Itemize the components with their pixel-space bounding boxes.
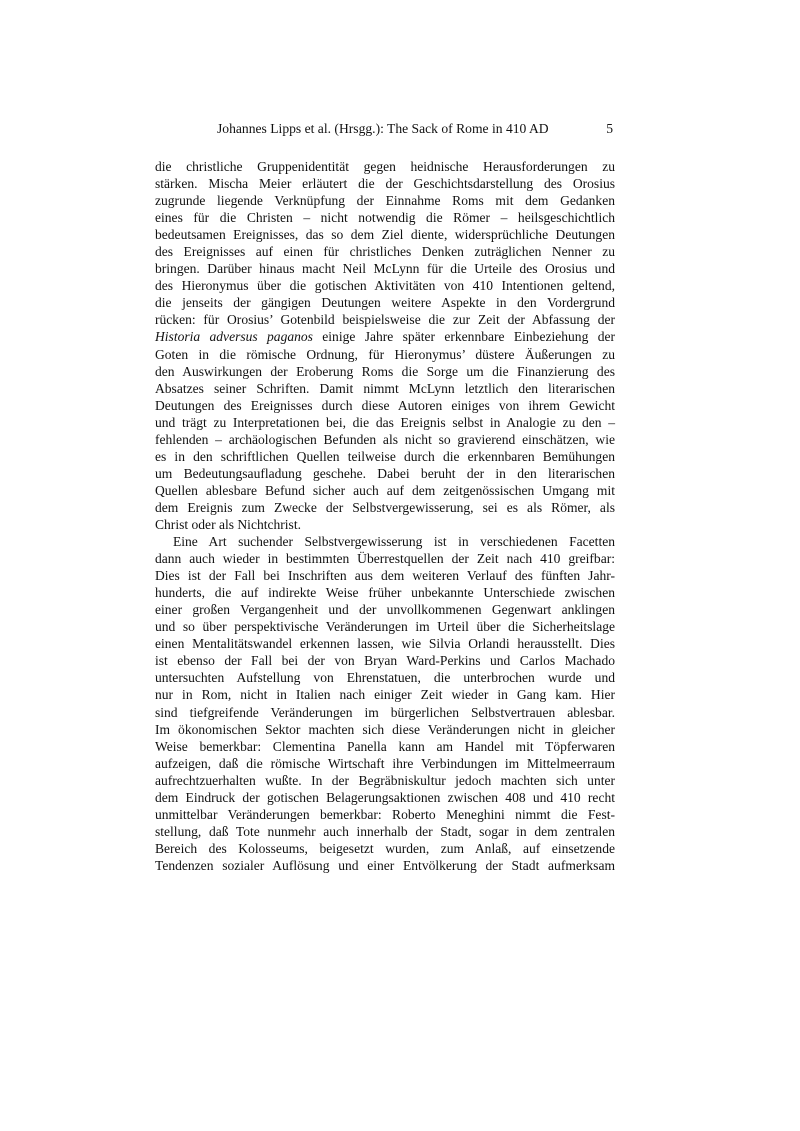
text-line: dem Ereignis zum Zwecke der Selbstvergewisserung, sei es als Römer, als [155, 499, 615, 515]
text-line: einer großen Vergangenheit und der unvollkommenen Gegenwart anklingen [155, 602, 615, 618]
text-line: stärken. Mischa Meier erläutert die der Geschichtsdarstellung des Orosius [155, 176, 615, 192]
paragraph-1 [155, 158, 615, 533]
text-line: dann auch wieder in bestimmten Überrestquellen der Zeit nach 410 greifbar: [155, 551, 615, 567]
text-line: Christ oder als Nichtchrist. [155, 516, 301, 532]
text-line: aufzeigen, daß die römische Wirtschaft ihre Verbindungen im Mittelmeerraum [155, 755, 615, 771]
text-line: und trägt zu Interpretationen bei, die das Ereignis selbst in Analogie zu den – [155, 414, 615, 430]
text-line: fehlenden – archäologischen Befunden als nicht so gravierend einschätzen, wie [155, 431, 615, 447]
text-line: Absatzes seiner Schriften. Damit nimmt McLynn letztlich den literarischen [155, 380, 615, 396]
text-line: Historia adversus paganos einige Jahre später erkennbare Einbeziehung der [155, 329, 615, 345]
text-line: die jenseits der gängigen Deutungen weitere Aspekte in den Vordergrund [155, 295, 615, 311]
text-line: aufrechtzuerhalten wußte. In der Begräbniskultur jedoch machten sich unter [155, 772, 615, 788]
text-line: sind tiefgreifende Veränderungen im bürgerlichen Selbstvertrauen ablesbar. [155, 704, 615, 720]
text-line: rücken: für Orosius’ Gotenbild beispielsweise die zur Zeit der Abfassung der [155, 312, 615, 328]
text-line: stellung, daß Tote nunmehr auch innerhalb der Stadt, sogar in dem zentralen [155, 823, 615, 839]
text-line: nur in Rom, nicht in Italien nach einiger Zeit wieder in Gang kam. Hier [155, 687, 615, 703]
text-line: und so über perspektivische Veränderungen im Urteil über die Sicherheitslage [155, 619, 615, 635]
text-line: ist ebenso der Fall bei der von Bryan Ward-Perkins und Carlos Machado [155, 653, 615, 669]
text-line: Dies ist der Fall bei Inschriften aus dem weiteren Verlauf des fünften Jahr- [155, 568, 615, 584]
text-line: den Auswirkungen der Eroberung Roms die Sorge um die Finanzierung des [155, 363, 615, 379]
text-line: es in den schriftlichen Quellen teilweise durch die erkennbaren Bemühungen [155, 448, 615, 464]
paragraph-2 [155, 533, 615, 874]
text-line: einen Mentalitätswandel erkennen lassen, wie Silvia Orlandi herausstellt. Dies [155, 636, 615, 652]
italic-title: Historia adversus paganos [155, 329, 313, 345]
text-line: zugrunde liegende Verknüpfung der Einnahme Roms mit dem Gedanken [155, 193, 615, 209]
text-line: Quellen ablesbare Befund sicher auch auf dem zeitgenössischen Umgang mit [155, 482, 615, 498]
text-line: bringen. Darüber hinaus macht Neil McLynn für die Urteile des Orosius und [155, 261, 615, 277]
body-text [155, 158, 615, 874]
text-line: Im ökonomischen Sektor machten sich diese Veränderungen nicht in gleicher [155, 721, 615, 737]
text-line: dem Eindruck der gotischen Belagerungsaktionen zwischen 408 und 410 recht [155, 789, 615, 805]
text-line: untersuchten Aufstellung von Ehrenstatuen, die unterbrochen wurde und [155, 670, 615, 686]
text-line: des Hieronymus über die gotischen Aktivitäten von 410 Intentionen geltend, [155, 278, 615, 294]
text-line: eines für die Christen – nicht notwendig die Römer – heilsgeschichtlich [155, 210, 615, 226]
running-header [155, 120, 615, 138]
text-line: unmittelbar Veränderungen bemerkbar: Roberto Meneghini nimmt die Fest- [155, 806, 615, 822]
text-line: um Bedeutungsaufladung geschehe. Dabei beruht der in den literarischen [155, 465, 615, 481]
text-line: die christliche Gruppenidentität gegen heidnische Herausforderungen zu [155, 159, 615, 174]
text-line: Bereich des Kolosseums, beigesetzt wurden, zum Anlaß, auf einsetzende [155, 840, 615, 856]
text-line: des Ereignisses auf einen für christliches Denken zuträglichen Nenner zu [155, 244, 615, 260]
text-line: Goten in die römische Ordnung, für Hieronymus’ düstere Äußerungen zu [155, 346, 615, 362]
text-line: Deutungen des Ereignisses durch diese Autoren einiges von ihrem Gewicht [155, 397, 615, 413]
text-line: Eine Art suchender Selbstvergewisserung ist in verschiedenen Facetten [173, 534, 615, 550]
text-line: Tendenzen sozialer Auflösung und einer Entvölkerung der Stadt aufmerksam [155, 857, 615, 873]
text-line: hunderts, die auf indirekte Weise früher unbekannte Unterschiede zwischen [155, 585, 615, 601]
text-line: Weise bemerkbar: Clementina Panella kann am Handel mit Töpferwaren [155, 738, 615, 754]
running-title: Johannes Lipps et al. (Hrsgg.): The Sack of Rome in 410 AD [217, 121, 549, 136]
page-number: 5 [606, 121, 613, 136]
text-line: bedeutsamen Ereignisses, das so dem Ziel diente, widersprüchliche Deutungen [155, 227, 615, 243]
